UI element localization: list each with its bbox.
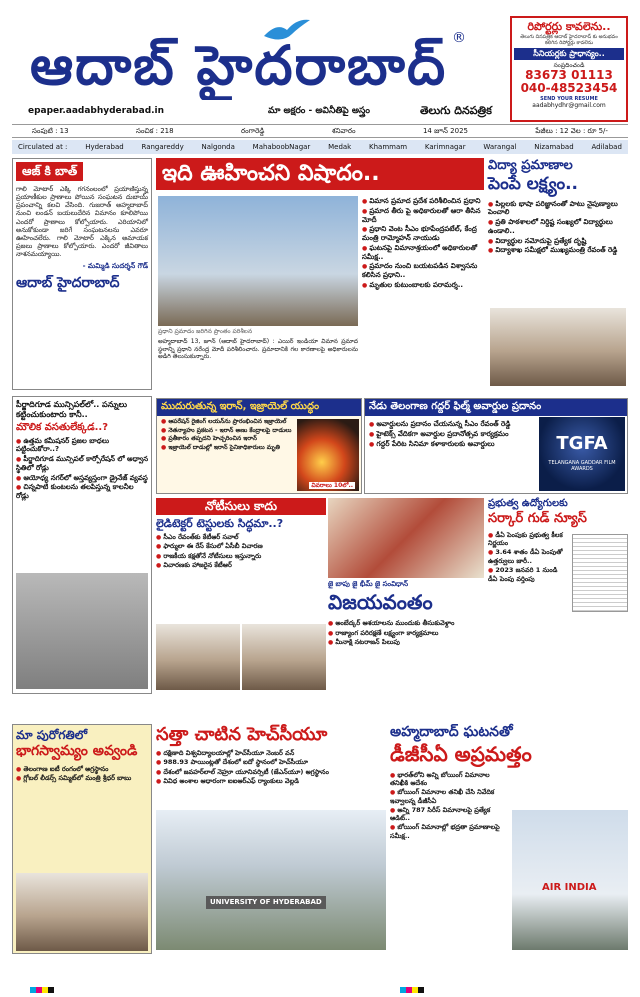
roads-bullet: ● చిన్నపాటి కుంటలను తలపిస్తున్న కాలనీల రోడ్లు	[16, 483, 148, 501]
registered-mark: ®	[452, 30, 466, 46]
column-logo: ఆదాబ్ హైదరాబాద్	[16, 274, 120, 291]
victory-photo	[328, 498, 484, 578]
war-bullet: ● ఆపరేషన్ రైజింగ్ లయన్‌ను ప్రారంభించిన ఇజ్రాయెల్	[161, 418, 293, 426]
lead-bullet: ● ఘటనపై విమానాశ్రయంలో అధికారులతో సమీక్ష..	[362, 244, 482, 262]
city: Warangal	[483, 142, 517, 151]
tgfa-logo-text: TGFA	[556, 433, 608, 454]
victory-bullet: ● అంబేద్కర్ ఆశయాలను ముందుకు తీసుకువెళ్దాం	[328, 619, 484, 628]
tgfa-logo-sub: TELANGANA GADDAR FILM AWARDS	[548, 459, 616, 472]
ad-resume: SEND YOUR RESUME	[540, 95, 598, 102]
ktr-bullets	[156, 533, 326, 570]
education-bullets	[488, 200, 628, 256]
circulated-label: Circulated at :	[18, 142, 68, 151]
circulation-bar	[12, 140, 628, 154]
ktr-bullet: ● సీఎం రేవంత్‌కు కేటీఆర్ సవాల్	[156, 533, 326, 542]
it-headline-2[interactable]: భాగస్వామ్యం అవ్వండి	[16, 743, 138, 759]
victory-bullet: ● రాజ్యాంగ పరిరక్షణే లక్ష్యంగా కార్యక్రమాలు	[328, 629, 484, 638]
roads-bullet: ● పీర్జాదిగూడ మున్సిపల్ కార్పోరేషన్ లో అధ్వాన స్థితిలో రోడ్లు	[16, 455, 148, 473]
ktr-headline-2[interactable]: లైడిటెక్టర్ టెస్టులకు సిద్ధమా..?	[156, 517, 284, 530]
city: Adilabad	[591, 142, 622, 151]
ad-contact-label: సంప్రదించండి	[553, 61, 585, 69]
dgca-bullet: ● బోయింగ్ విమానాల్లో భద్రతా ప్రమాణాలపై సమీక్ష..	[390, 823, 506, 840]
issue: సంచిక : 218	[135, 126, 174, 135]
govt-story	[488, 498, 628, 694]
awards-story	[364, 398, 628, 494]
war-story	[156, 398, 362, 494]
govt-headline-1[interactable]: ప్రభుత్వ ఉద్యోగులకు	[488, 498, 568, 509]
uoh-bullet: ● వివిధ అంశాల ఆధారంగా ఐఐఆర్ఎఫ్ ర్యాంకులు వెల్లడి	[156, 777, 386, 786]
roads-story	[12, 396, 152, 694]
lead-bullet: ● విమాన ప్రమాద ప్రదేశ పరిశీలించిన ప్రధాని	[362, 197, 482, 206]
awards-bullet: ● గద్దర్ పేరిట సినిమా కళాకారులకు అవార్డులు	[369, 440, 535, 449]
victory-story	[328, 498, 484, 694]
ktr-bullet: ● విచారణకు హాజరైన కేటీఆర్	[156, 561, 326, 570]
column-body: గాలి మోటార్ ఎక్కి గగనంలంలో ప్రయాణిస్తున్న ప్రయాణీకుల ప్రాణాలు పోయిన సంఘటన దుబాయ్ ప్రపంచాన్ని కలచి వేసింది. గుజరాత్ అహ్మదాబాద్ నుంచి లండన్ బయలుదేరిన విమానం కూలిపోయి ఎందరో ప్రాణాలు కోల్పోయారు. ఎరియానిలో అనుకోకుండా జరిగే సంఘటనలను ఎవరూ ఊహించలేరు. గాలి మోటార్ ఎక్కిన అమాయక ప్రజలు ప్రాణాలు కోల్పోయారు. ఎందరో జీవితాలు నాశనమయ్యాయి.	[16, 185, 148, 258]
pages: పేజీలు : 12 వెల : రూ 5/-	[535, 126, 608, 135]
victory-headline[interactable]: విజయవంతం	[328, 590, 433, 614]
ktr-photo-2	[242, 624, 326, 690]
road-photo	[16, 573, 148, 689]
dgca-bullet: ● అన్ని 787 సిరీస్ విమానాలపై ప్రత్యేక ఆడిట్..	[390, 806, 506, 823]
minister-photo	[16, 873, 148, 951]
victory-slogan: జై బాపు జై భీమ్ జై సంవిధాన్	[328, 580, 408, 588]
ad-apply: సీనియర్లకు ప్రాధాన్యం..	[514, 48, 624, 60]
education-headline-1[interactable]: విద్యా ప్రమాణాల	[488, 158, 573, 173]
lead-story	[156, 158, 484, 390]
website-link[interactable]: epaper.aadabhyderabad.in	[28, 106, 165, 116]
war-bullet: ● ప్రతీకారం తప్పదని హెచ్చరించిన ఇరాన్	[161, 435, 293, 443]
ktr-story	[156, 498, 326, 694]
ktr-headline-1[interactable]: నోటీసులు కాదు	[156, 498, 326, 515]
day: శనివారం	[331, 126, 356, 135]
uoh-sign: UNIVERSITY OF HYDERABAD	[206, 896, 326, 909]
uoh-bullets	[156, 749, 386, 786]
war-tag[interactable]: వివరాలు 10లో..	[311, 481, 353, 489]
city: Khammam	[369, 142, 408, 151]
education-bullet: ● విద్యార్థుల నమోదుపై ప్రత్యేక దృష్టి	[488, 237, 628, 246]
city: Rangareddy	[141, 142, 184, 151]
district: రంగారెడ్డి	[240, 126, 265, 135]
ad-email[interactable]: aadabhydhr@gmail.com	[532, 101, 606, 109]
tgfa-logo	[539, 417, 625, 491]
awards-bullet: ● హైటెక్స్ వేదికగా అవార్డుల ప్రదానోత్సవ కార్యక్రమం	[369, 430, 535, 439]
uoh-bullet: ● 988.93 పాయింట్లతో దేశంలో ఐదో స్థానంలో హెచ్‌సీయూ	[156, 758, 386, 767]
roads-bullet: ● ఉత్తమ కమీషనర్ ప్రజల బాధలు పట్టించుకోరా..?	[16, 437, 148, 455]
ad-phone-1: 83673 01113	[525, 68, 613, 83]
war-headline[interactable]: ముదురుతున్న ఇరాన్, ఇజ్రాయెల్ యుద్ధం	[157, 399, 361, 416]
ad-phone-2: 040-48523454	[520, 81, 618, 96]
plane-photo	[512, 810, 628, 950]
awards-bullet: ● అవార్డులను ప్రదానం చేయనున్న సీఎం రేవంత్ రెడ్డి	[369, 420, 535, 429]
dgca-bullet: ● బోయింగ్ విమానాల తనిఖీ చేసి నివేదిక ఇవ్వాలన్న డీజీసీఏ	[390, 788, 506, 805]
city: Medak	[328, 142, 352, 151]
govt-headline-2[interactable]: సర్కార్ గుడ్ న్యూస్	[488, 510, 587, 526]
dgca-bullet: ● భారత్‌లోని అన్ని బోయింగ్ విమానాల తనిఖీకి ఆదేశం	[390, 771, 506, 788]
city: Hyderabad	[85, 142, 124, 151]
column-author: - మమ్మిడి సుదర్శన్ గౌడ్	[82, 262, 148, 271]
ad-title: రిపోర్టర్లు కావలెను..	[527, 20, 611, 33]
print-color-bar	[30, 987, 54, 993]
education-headline-2[interactable]: పెంపే లక్ష్యం..	[488, 174, 578, 195]
lead-bullet: ● ప్రమాదం నుంచి బయటపడిన విశ్వాసను కలిసిన ప్రధాని..	[362, 262, 482, 280]
awards-headline[interactable]: నేడు తెలంగాణ గద్దర్ ఫిల్మ్ అవార్డుల ప్రదానం	[365, 399, 627, 416]
edition-label: తెలుగు దినపత్రిక	[420, 104, 492, 117]
lead-bullet: ● ప్రమాద తీరు పై అధికారులతో ఆరా తీసిన మోదీ	[362, 207, 482, 225]
tagline: మా అక్షరం - అవినీతిపై అస్త్రం	[268, 106, 370, 116]
lead-caption: ప్రధాని ప్రమాదం జరిగిన ప్రాంతం పరిశీలన	[158, 328, 253, 335]
govt-bullet: ● డీఏ పెంపుకు ప్రభుత్వ కీలక నిర్ణయం	[488, 531, 568, 548]
city: Karimnagar	[424, 142, 466, 151]
go-document	[572, 534, 628, 612]
roads-bullet: ● ఆయోధ్య నగర్‌లో అస్తవ్యస్తంగా డ్రైనేజ్ వ్యవస్థ	[16, 474, 148, 483]
dgca-headline-2[interactable]: డీజీసీఏ అప్రమత్తం	[390, 741, 532, 766]
volume: సంపుటి : 13	[32, 126, 69, 135]
dateline	[12, 124, 628, 138]
awards-bullets	[369, 419, 535, 449]
lead-bullet: ● ప్రధాని వెంట సీఎం భూపేంద్రపటేల్, కేంద్ర మంత్రి రామ్మోహన్ నాయుడు	[362, 225, 482, 243]
roads-bullets	[16, 437, 148, 501]
education-story	[488, 158, 628, 390]
plane-label: AIR INDIA	[542, 882, 597, 893]
uoh-bullet: ● దేశంలో జవహర్‌లాల్ నెహ్రూ యూనివర్సిటీ (జేఎన్‌యూ) అగ్రస్థానం	[156, 768, 386, 777]
war-bullets	[161, 417, 293, 452]
ad-desc: తెలుగు దినపత్రిక ఆదాబ్ హైదరాబాద్ కు అనుభవం కలిగిన రిపోర్టర్లు కావలెను	[520, 33, 618, 46]
lead-bullet: ● మృతుల కుటుంబాలకు పరామర్శ..	[362, 281, 482, 290]
dgca-bullets	[390, 771, 506, 841]
city: MahaboobNagar	[252, 142, 311, 151]
govt-bullet: ● 2023 జనవరి 1 నుండి డీఏ పెంపు వర్తింపు	[488, 566, 568, 583]
date: 14 జూన్ 2025	[422, 126, 469, 135]
masthead-title: ఆదాబ్ హైదరాబాద్	[30, 33, 448, 97]
war-bullet: ● నెతన్యాహు ప్రకటన - ఇరాన్ అణు కేంద్రాలపై దాడులు	[161, 427, 293, 435]
uoh-photo	[156, 810, 386, 950]
column-aaj-ki-baat	[12, 158, 152, 390]
education-photo	[490, 308, 626, 386]
war-bullet: ● ఇజ్రాయెల్ దాడుల్లో ఇరాన్ సైనికాధికారులు మృతి	[161, 444, 293, 452]
ktr-bullet: ● రాజకీయ కక్షతోనే నోటీసులు ఇస్తున్నారు	[156, 552, 326, 561]
roads-headline[interactable]: మౌలిక వసతులేక్కడ..?	[16, 422, 109, 433]
roads-lead: పీర్జాదిగూడ మున్సిపల్‌లో.. పన్నులు కట్టించుకుంటారు కానీ..	[16, 400, 127, 419]
victory-bullet: ● మీనాక్షి నటరాజన్ పిలుపు	[328, 638, 484, 647]
dgca-story	[390, 724, 628, 954]
it-headline-1[interactable]: మా పురోగతిలో	[16, 728, 88, 742]
lead-bullets	[362, 196, 482, 291]
column-title: ఆజ్ కి బాత్	[16, 162, 83, 181]
print-color-bar	[400, 987, 424, 993]
education-bullet: ● పిల్లలకు భాషా పరిజ్ఞానంతో పాటు నైపుణ్యాలు పెంచాలి	[488, 200, 628, 218]
govt-bullet: ● 3.64 శాతం డీఏ పెంపుతో ఉత్తర్వులు జారీ..	[488, 548, 568, 565]
it-story	[12, 724, 152, 954]
it-bullet: ● తెలంగాణ ఐటీ రంగంలో అగ్రస్థానం	[16, 765, 148, 774]
city: Nizamabad	[534, 142, 574, 151]
lead-body: అహ్మదాబాద్ 13, జూన్ (ఆదాబ్ హైదరాబాద్) : ఎయిర్ ఇండియా విమాన ప్రమాద స్థలాన్ని ప్రధాని నరేంద్ర మోదీ పరిశీలించారు. ప్రమాదానికి గల కారణాలపై అధికారులను అడిగి తెలుసుకున్నారు.	[158, 338, 358, 360]
reporter-ad	[510, 16, 628, 122]
dgca-headline-1[interactable]: అహ్మదాబాద్ ఘటనతో	[390, 724, 513, 740]
ktr-photo-1	[156, 624, 240, 690]
it-bullets	[16, 765, 148, 783]
war-photo	[297, 419, 359, 491]
uoh-story	[156, 724, 386, 954]
education-bullet: ● ప్రతి పాఠశాలలో నిర్దిష్ట సంఖ్యలో విద్యార్థులు ఉండాలి..	[488, 218, 628, 236]
govt-bullets	[488, 531, 568, 583]
it-bullet: ● గ్లోబల్ లీడర్స్ సమ్మిట్‌లో మంత్రి శ్రీధర్ బాబు	[16, 774, 148, 783]
ktr-bullet: ● ఫార్ములా ఈ రేస్ కేసులో ఏసీబీ విచారణ	[156, 542, 326, 551]
victory-bullets	[328, 618, 484, 648]
uoh-bullet: ● దక్షిణాది విశ్వవిద్యాలయాల్లో హెచ్‌సీయూ నెంబర్ వన్	[156, 749, 386, 758]
lead-photo	[158, 196, 358, 326]
education-bullet: ● విద్యాశాఖ సమీక్షలో ముఖ్యమంత్రి రేవంత్ రెడ్డి	[488, 246, 628, 255]
uoh-headline[interactable]: సత్తా చాటిన హెచ్‌సీయూ	[156, 724, 328, 745]
city: Nalgonda	[201, 142, 235, 151]
lead-headline[interactable]: ఇది ఊహించని విషాదం..	[156, 158, 484, 190]
